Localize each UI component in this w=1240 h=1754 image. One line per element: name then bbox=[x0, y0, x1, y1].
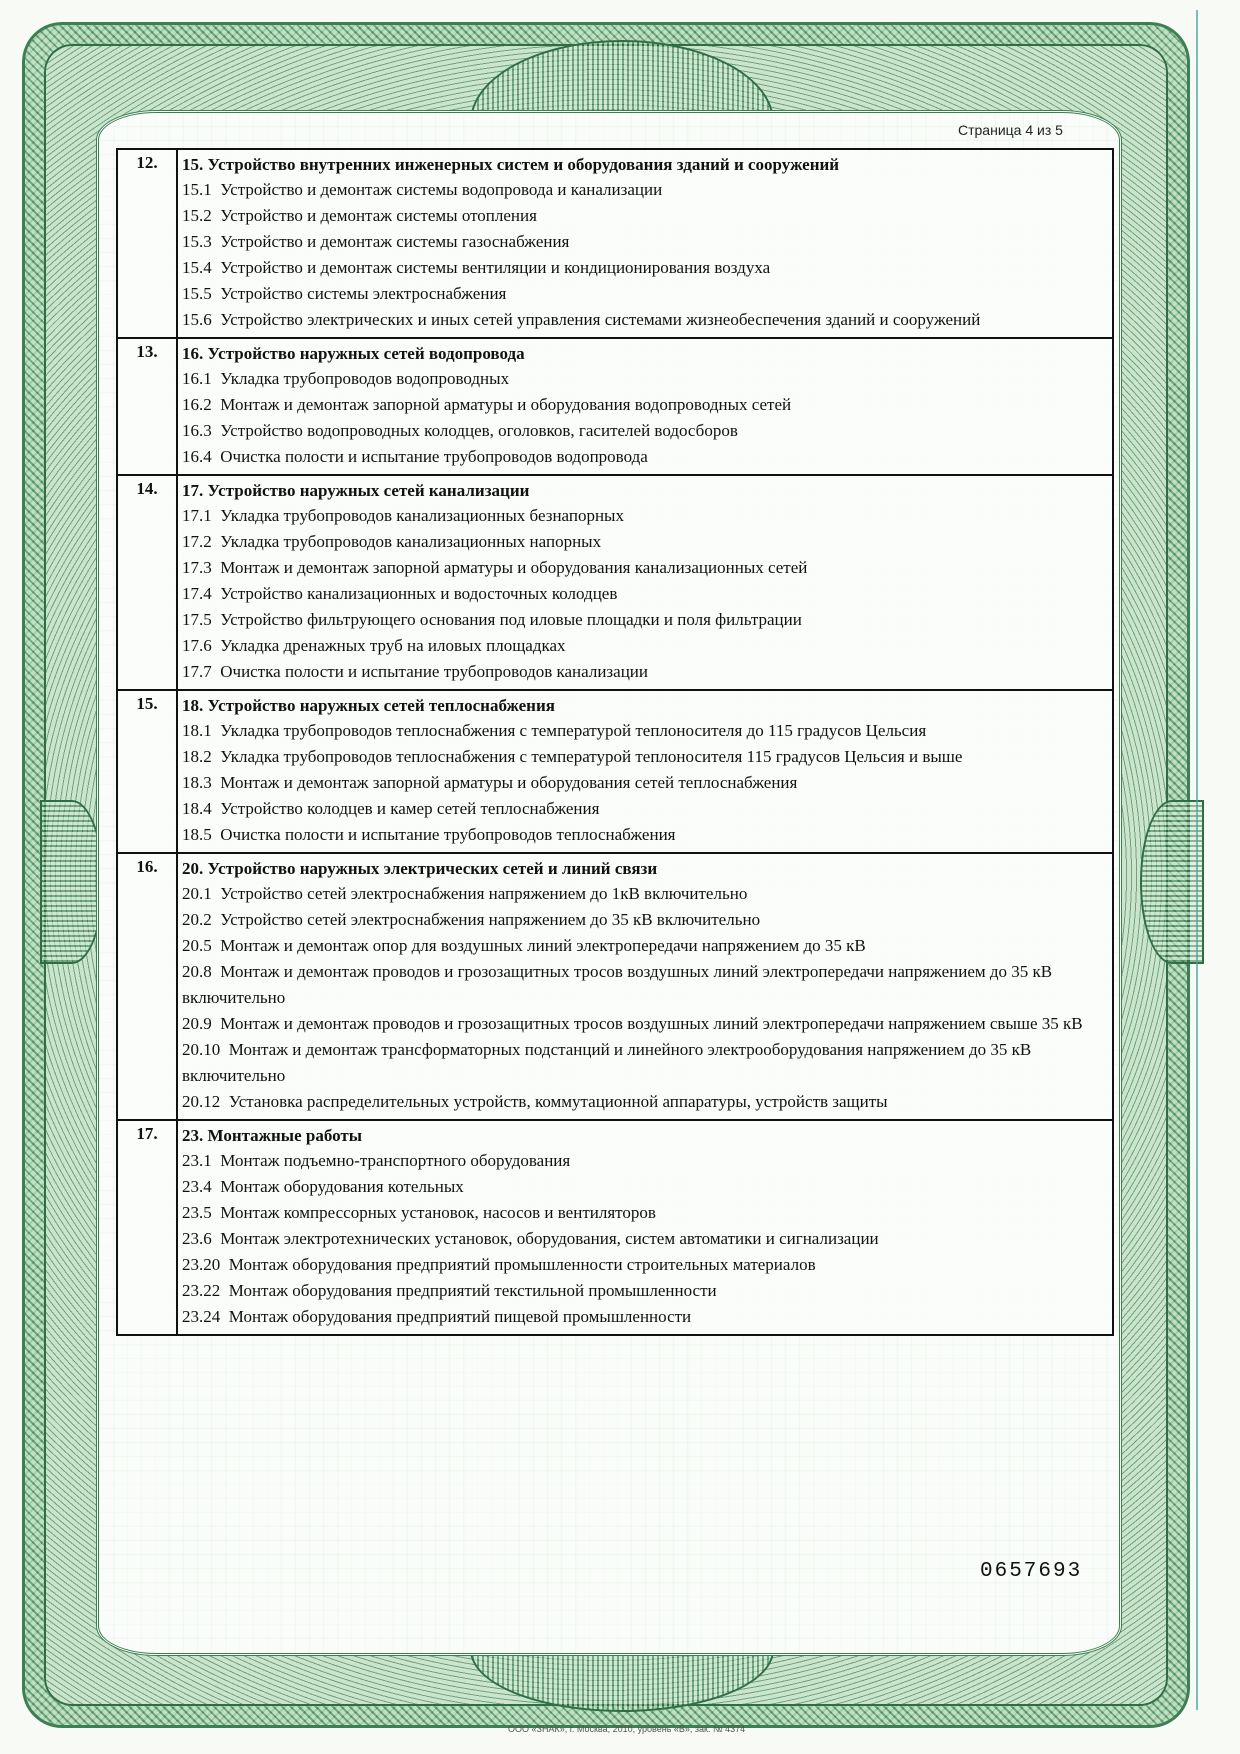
work-item: 16.1 Укладка трубопроводов водопроводных bbox=[182, 369, 510, 388]
table-row bbox=[117, 149, 1113, 338]
table-row bbox=[117, 690, 1113, 853]
work-item: 23.1 Монтаж подъемно-транспортного оборудования bbox=[182, 1151, 571, 1170]
work-item: 23.24 Монтаж оборудования предприятий пищевой промышленности bbox=[182, 1307, 692, 1326]
section-title: 18. Устройство наружных сетей теплоснабжения bbox=[182, 696, 555, 715]
work-item: 17.2 Укладка трубопроводов канализационных напорных bbox=[182, 532, 602, 551]
work-item: 17.1 Укладка трубопроводов канализационных безнапорных bbox=[182, 506, 624, 525]
work-item: 17.7 Очистка полости и испытание трубопроводов канализации bbox=[182, 662, 648, 681]
work-item: 17.3 Монтаж и демонтаж запорной арматуры и оборудования канализационных сетей bbox=[182, 558, 808, 577]
work-item: 20.2 Устройство сетей электроснабжения напряжением до 35 кВ включительно bbox=[182, 910, 761, 929]
table-row bbox=[117, 338, 1113, 475]
work-item: 23.22 Монтаж оборудования предприятий текстильной промышленности bbox=[182, 1281, 717, 1300]
work-item: 15.4 Устройство и демонтаж системы вентиляции и кондиционирования воздуха bbox=[182, 258, 771, 277]
work-item: 17.6 Укладка дренажных труб на иловых площадках bbox=[182, 636, 566, 655]
row-number: 17. bbox=[117, 1120, 177, 1335]
work-item: 20.9 Монтаж и демонтаж проводов и грозозащитных тросов воздушных линий электропередачи напряжением свыше 35 кВ bbox=[182, 1014, 1083, 1033]
work-item: 23.6 Монтаж электротехнических установок, оборудования, систем автоматики и сигнализации bbox=[182, 1229, 879, 1248]
section-title: 15. Устройство внутренних инженерных систем и оборудования зданий и сооружений bbox=[182, 155, 840, 174]
section-cell bbox=[177, 149, 1113, 338]
page-number: Страница 4 из 5 bbox=[958, 122, 1063, 138]
row-number: 13. bbox=[117, 338, 177, 475]
work-item: 16.2 Монтаж и демонтаж запорной арматуры и оборудования водопроводных сетей bbox=[182, 395, 792, 414]
work-item: 20.12 Установка распределительных устройств, коммутационной аппаратуры, устройств защиты bbox=[182, 1092, 888, 1111]
row-number: 14. bbox=[117, 475, 177, 690]
work-item: 20.10 Монтаж и демонтаж трансформаторных подстанций и линейного электрооборудования напряжением до 35 кВ включительно bbox=[182, 1040, 1036, 1085]
section-title: 20. Устройство наружных электрических сетей и линий связи bbox=[182, 859, 658, 878]
work-item: 20.5 Монтаж и демонтаж опор для воздушных линий электропередачи напряжением до 35 кВ bbox=[182, 936, 866, 955]
work-item: 15.3 Устройство и демонтаж системы газоснабжения bbox=[182, 232, 570, 251]
section-cell bbox=[177, 1120, 1113, 1335]
document-serial-number: 0657693 bbox=[980, 1560, 1083, 1583]
section-title: 23. Монтажные работы bbox=[182, 1126, 362, 1145]
work-item: 18.1 Укладка трубопроводов теплоснабжения с температурой теплоносителя до 115 градусов Цельсия bbox=[182, 721, 927, 740]
work-item: 15.5 Устройство системы электроснабжения bbox=[182, 284, 507, 303]
table-row bbox=[117, 853, 1113, 1120]
row-number: 12. bbox=[117, 149, 177, 338]
work-item: 15.2 Устройство и демонтаж системы отопления bbox=[182, 206, 537, 225]
row-number: 15. bbox=[117, 690, 177, 853]
work-item: 16.3 Устройство водопроводных колодцев, оголовков, гасителей водосборов bbox=[182, 421, 738, 440]
right-ornament bbox=[1140, 800, 1204, 964]
work-item: 23.5 Монтаж компрессорных установок, насосов и вентиляторов bbox=[182, 1203, 656, 1222]
work-item: 17.4 Устройство канализационных и водосточных колодцев bbox=[182, 584, 618, 603]
work-item: 18.4 Устройство колодцев и камер сетей теплоснабжения bbox=[182, 799, 600, 818]
scan-edge-line bbox=[1196, 10, 1198, 1710]
works-table-body bbox=[117, 149, 1113, 1335]
work-item: 17.5 Устройство фильтрующего основания под иловые площадки и поля фильтрации bbox=[182, 610, 802, 629]
work-item: 18.2 Укладка трубопроводов теплоснабжения с температурой теплоносителя 115 градусов Цельсия и выше bbox=[182, 747, 963, 766]
section-cell bbox=[177, 853, 1113, 1120]
section-cell bbox=[177, 690, 1113, 853]
work-item: 20.1 Устройство сетей электроснабжения напряжением до 1кВ включительно bbox=[182, 884, 748, 903]
work-item: 18.3 Монтаж и демонтаж запорной арматуры и оборудования сетей теплоснабжения bbox=[182, 773, 798, 792]
table-row bbox=[117, 475, 1113, 690]
section-cell bbox=[177, 475, 1113, 690]
table-row bbox=[117, 1120, 1113, 1335]
row-number: 16. bbox=[117, 853, 177, 1120]
section-title: 17. Устройство наружных сетей канализации bbox=[182, 481, 530, 500]
work-item: 23.20 Монтаж оборудования предприятий промышленности строительных материалов bbox=[182, 1255, 816, 1274]
left-ornament bbox=[40, 800, 104, 964]
work-item: 23.4 Монтаж оборудования котельных bbox=[182, 1177, 464, 1196]
work-item: 15.1 Устройство и демонтаж системы водопровода и канализации bbox=[182, 180, 663, 199]
work-item: 15.6 Устройство электрических и иных сетей управления системами жизнеобеспечения зданий и сооружений bbox=[182, 310, 981, 329]
printer-imprint: ООО «ЗНАК», г. Москва, 2010, уровень «В», зак. № 4374 bbox=[508, 1724, 746, 1734]
work-item: 16.4 Очистка полости и испытание трубопроводов водопровода bbox=[182, 447, 648, 466]
work-item: 18.5 Очистка полости и испытание трубопроводов теплоснабжения bbox=[182, 825, 676, 844]
section-cell bbox=[177, 338, 1113, 475]
work-item: 20.8 Монтаж и демонтаж проводов и грозозащитных тросов воздушных линий электропередачи напряжением до 35 кВ включительно bbox=[182, 962, 1057, 1007]
section-title: 16. Устройство наружных сетей водопровода bbox=[182, 344, 525, 363]
works-table bbox=[116, 148, 1114, 1336]
